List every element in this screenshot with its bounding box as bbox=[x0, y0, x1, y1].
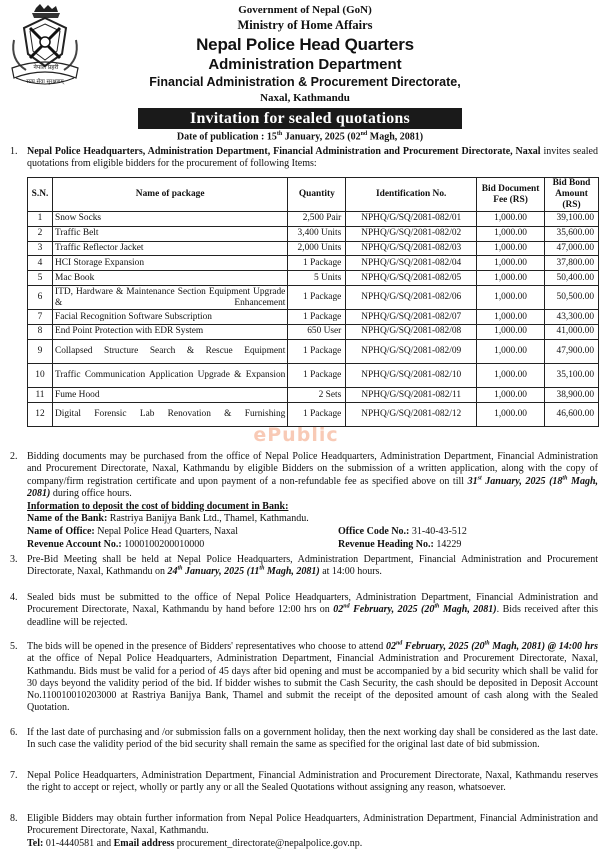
location-line: Naxal, Kathmandu bbox=[260, 92, 350, 104]
col-name: Name of package bbox=[52, 178, 287, 212]
clause-3: 3. Pre-Bid Meeting shall be held at Nepal Police Headquarters, Administration Department, Financial Administration and Procurement Directorate, Naxal, Kathmandu on 24th January, 2025 (11th Magh, 2081) at 14:00 hours. bbox=[10, 554, 598, 578]
table-row: 9 Collapsed Structure Search & Rescue Equipment 1 Package NPHQ/G/SQ/2081-082/09 1,000.00 47,900.00 bbox=[28, 339, 599, 363]
directorate-title: Financial Administration & Procurement Directorate, bbox=[149, 75, 461, 89]
bank-heading: Information to deposit the cost of bidding document in Bank: bbox=[27, 501, 289, 512]
bank-account: Revenue Account No.: 1000100200010000 Revenue Heading No.: 14229 bbox=[27, 539, 462, 550]
clause-5: 5. The bids will be opened in the presence of Bidders' representatives who choose to attend 02nd February, 2025 (20th Magh, 2081) @ 14:00 hrs at the office of Nepal Police Headquarters, Administration Department, Financial Administration and Procurement Directorate, Naxal, Kathmandu. Bids must be valid for a period of 45 days after bid opening and must be accompanied by a bid security which shall be valid for 30 days beyond the validity period of the bid. If bidder wishes to submit the Cash Security, the cash should be deposited in Deposit Account No.110010010203000 at Rastriya Banijya Bank, Thamel and submit the receipt of the deposited amount of cash along with the Sealed Quotation. bbox=[10, 640, 598, 714]
table-row: 1 Snow Socks 2,500 Pair NPHQ/G/SQ/2081-082/01 1,000.00 39,100.00 bbox=[28, 212, 599, 227]
clause-7: 7. Nepal Police Headquarters, Administration Department, Financial Administration and Procurement Directorate, Naxal, Kathmandu reserves the right to accept or reject, wholly or partly any or all the Sealed Quotations without assigning any reason, whatsoever. bbox=[10, 770, 598, 794]
col-qty: Quantity bbox=[288, 178, 346, 212]
bank-name: Name of the Bank: Rastriya Banijya Bank Ltd., Thamel, Kathmandu. bbox=[27, 513, 309, 524]
table-row: 3 Traffic Reflector Jacket 2,000 Units NPHQ/G/SQ/2081-082/03 1,000.00 47,000.00 bbox=[28, 241, 599, 256]
table-row: 10 Traffic Communication Application Upgrade & Expansion 1 Package NPHQ/G/SQ/2081-082/10 1,000.00 35,100.00 bbox=[28, 363, 599, 387]
col-fee: Bid Document Fee (RS) bbox=[477, 178, 545, 212]
department-title: Administration Department bbox=[208, 56, 402, 73]
table-row: 6 ITD, Hardware & Maintenance Section Equipment Upgrade & Enhancement 1 Package NPHQ/G/SQ/2081-082/06 1,000.00 50,500.00 bbox=[28, 285, 599, 309]
table-row: 11 Fume Hood 2 Sets NPHQ/G/SQ/2081-082/11 1,000.00 38,900.00 bbox=[28, 388, 599, 403]
col-id: Identification No. bbox=[346, 178, 477, 212]
notice-title-banner: Invitation for sealed quotations bbox=[138, 108, 462, 129]
clause-1: 1. Nepal Police Headquarters, Administration Department, Financial Administration and Procurement Directorate, Naxal invites sealed quotations from eligible bidders for the procurement of following Items: bbox=[10, 146, 598, 170]
ministry-line: Ministry of Home Affairs bbox=[237, 18, 373, 32]
table-row: 8 End Point Protection with EDR System 650 User NPHQ/G/SQ/2081-082/08 1,000.00 41,000.00 bbox=[28, 324, 599, 339]
watermark: ePublic bbox=[253, 424, 339, 446]
nepal-police-emblem-icon bbox=[6, 4, 84, 88]
government-line: Government of Nepal (GoN) bbox=[238, 4, 372, 16]
table-row: 4 HCI Storage Expansion 1 Package NPHQ/G/SQ/2081-082/04 1,000.00 37,800.00 bbox=[28, 256, 599, 271]
table-row: 5 Mac Book 5 Units NPHQ/G/SQ/2081-082/05 1,000.00 50,400.00 bbox=[28, 271, 599, 286]
col-bond: Bid Bond Amount (RS) bbox=[545, 178, 599, 212]
quotation-table bbox=[27, 177, 599, 427]
table-row: 2 Traffic Belt 3,400 Units NPHQ/G/SQ/2081-082/02 1,000.00 35,600.00 bbox=[28, 226, 599, 241]
bank-office: Name of Office: Nepal Police Head Quarters, Naxal Office Code No.: 31-40-43-512 bbox=[27, 526, 467, 537]
clause-6: 6. If the last date of purchasing and /or submission falls on a government holiday, then the next working day shall be considered as the last date. In such case the validity period of the bid security shall remain the same as specified for the original last date of bid submission. bbox=[10, 727, 598, 751]
organization-title: Nepal Police Head Quarters bbox=[196, 35, 414, 54]
table-row: 12 Digital Forensic Lab Renovation & Furnishing 1 Package NPHQ/G/SQ/2081-082/12 1,000.00 46,600.00 bbox=[28, 402, 599, 426]
clause-8: 8. Eligible Bidders may obtain further information from Nepal Police Headquarters, Administration Department, Financial Administration and Procurement Directorate, Naxal, Kathmandu. Tel: 01-4440581 and Email address procurement_directorate@nepalpolice.gov.np. bbox=[10, 813, 598, 849]
clause-2: 2. Bidding documents may be purchased from the office of Nepal Police Headquarters, Administration Department, Financial Administration and Procurement Directorate, Naxal, Kathmandu by eligible Bidders on the submission of a written application, along with the copy of company/firm registration certificate and upon payment of a non-refundable fee as specified above on till 31st January, 2025 (18th Magh, 2081) during office hours. bbox=[10, 451, 598, 499]
col-sn: S.N. bbox=[28, 178, 53, 212]
table-row: 7 Facial Recognition Software Subscription 1 Package NPHQ/G/SQ/2081-082/07 1,000.00 43,300.00 bbox=[28, 310, 599, 325]
clause-4: 4. Sealed bids must be submitted to the office of Nepal Police Headquarters, Administration Department, Financial Administration and Procurement Directorate, Naxal, Kathmandu by hand before 12:00 hrs on 02nd February, 2025 (20th Magh, 2081). Bids received after this deadline will be rejected. bbox=[10, 592, 598, 628]
emblem-text-top: नेपाल प्रहरी bbox=[33, 64, 59, 71]
table-header-row bbox=[28, 178, 599, 212]
publication-date: Date of publication : 15th January, 2025 (02nd Magh, 2081) bbox=[176, 131, 424, 143]
emblem-text-bottom: सत्य सेवा सुरक्षणम् bbox=[26, 79, 64, 85]
